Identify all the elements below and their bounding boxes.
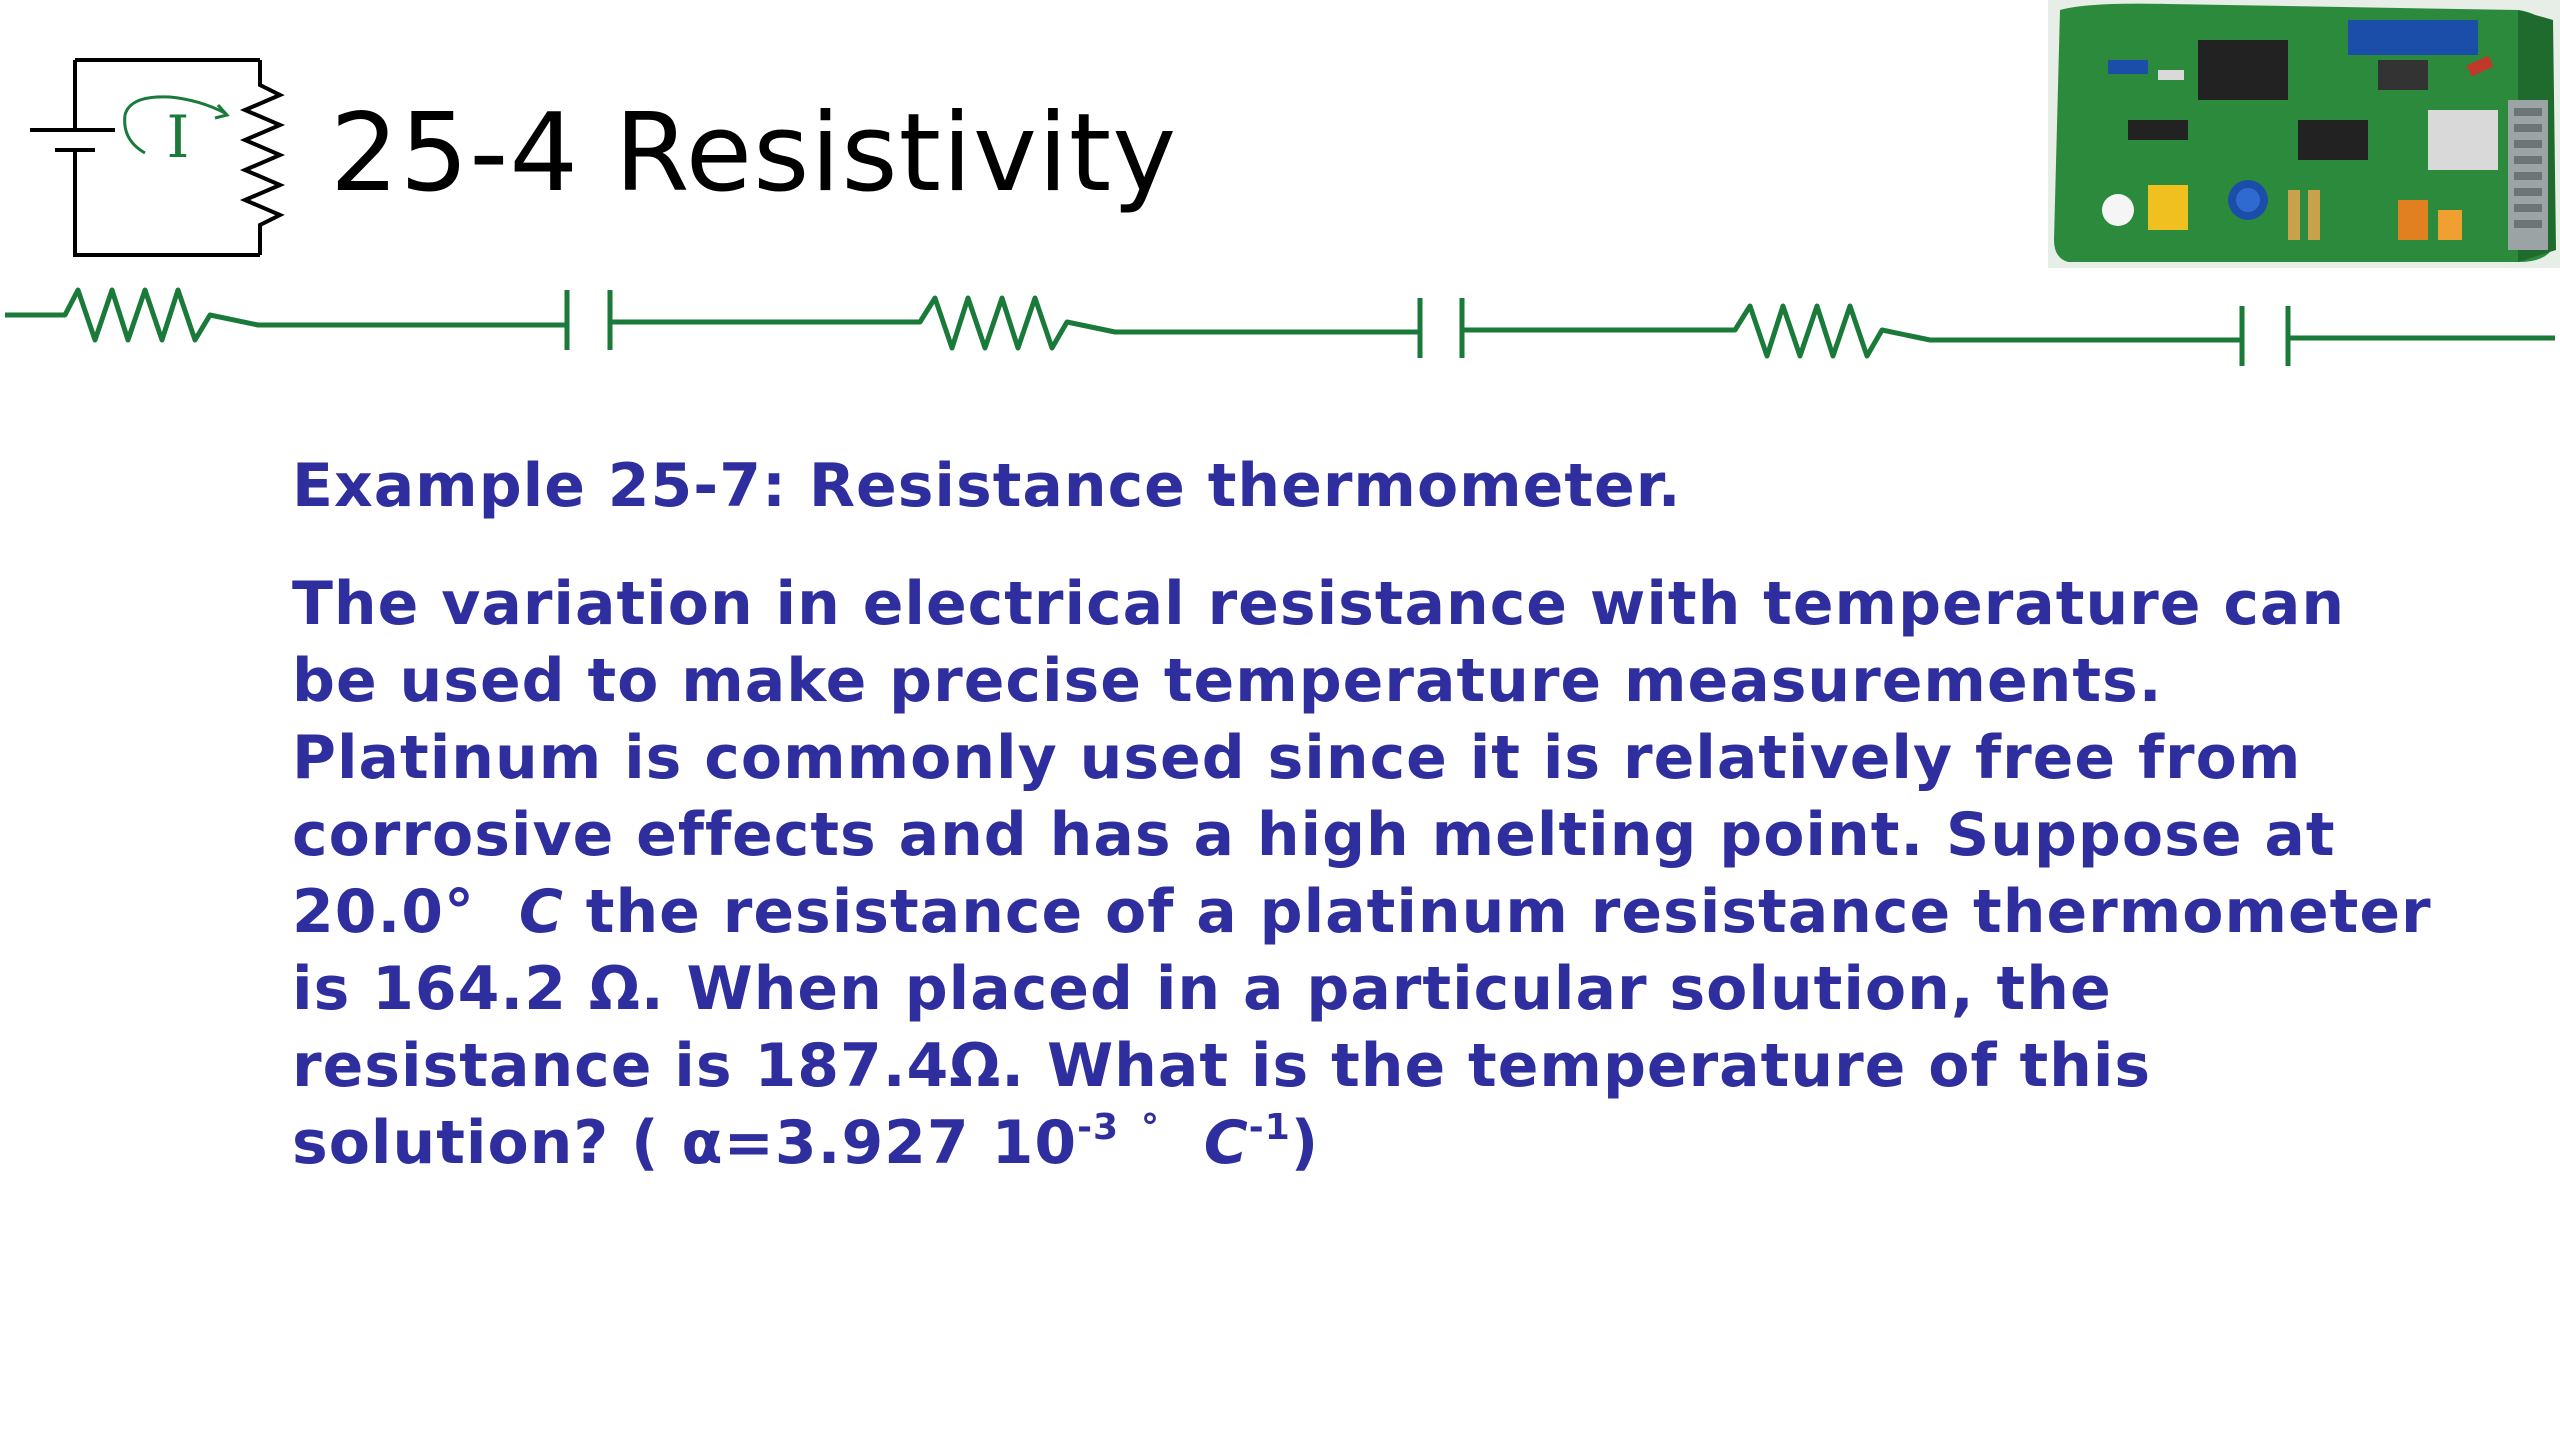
page-title: 25-4 Resistivity bbox=[330, 91, 1178, 216]
problem-line: Platinum is commonly used since it is relatively free from bbox=[292, 723, 2302, 793]
current-label: I bbox=[166, 103, 190, 171]
problem-text bbox=[292, 566, 2432, 1182]
celsius-unit: C bbox=[518, 877, 564, 947]
problem-line bbox=[292, 1105, 2292, 1182]
temperature-value: 20.0 bbox=[292, 877, 445, 947]
close-paren: ) bbox=[1290, 1108, 1320, 1178]
problem-line: corrosive effects and has a high melting point. Suppose at bbox=[292, 800, 2336, 870]
problem-line: be used to make precise temperature measurements. bbox=[292, 646, 2163, 716]
degree-symbol: ° bbox=[1140, 1107, 1160, 1148]
problem-line bbox=[292, 874, 2432, 951]
exponent: -3 bbox=[1077, 1107, 1120, 1148]
problem-line: is 164.2 Ω. When placed in a particular solution, the bbox=[292, 954, 2112, 1024]
alpha-expression: solution? ( α=3.927 10 bbox=[292, 1108, 1078, 1178]
degree-symbol: ° bbox=[444, 877, 476, 947]
circuit-header-rule bbox=[0, 270, 2560, 380]
celsius-unit: C bbox=[1203, 1108, 1249, 1178]
problem-line-rest: the resistance of a platinum resistance thermometer bbox=[585, 877, 2432, 947]
problem-line: resistance is 187.4Ω. What is the temperature of this bbox=[292, 1031, 2152, 1101]
circuit-board-photo bbox=[2048, 0, 2560, 268]
exponent: -1 bbox=[1248, 1107, 1291, 1148]
circuit-battery-resistor-icon bbox=[30, 55, 310, 265]
example-content bbox=[292, 450, 2432, 1182]
problem-line: The variation in electrical resistance with temperature can bbox=[292, 569, 2346, 639]
example-heading: Example 25-7: Resistance thermometer. bbox=[292, 451, 1682, 521]
